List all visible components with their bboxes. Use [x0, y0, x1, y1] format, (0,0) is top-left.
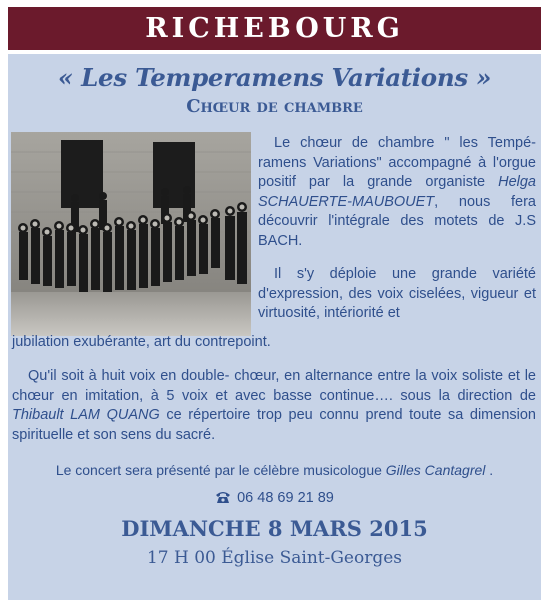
presenter-name: Gilles Cantagrel [385, 462, 486, 478]
event-title: « Les Temperamens Variations » [57, 63, 492, 92]
phone-number: 06 48 69 21 89 [237, 490, 334, 506]
banner-title: RICHEBOURG [145, 13, 404, 44]
paragraph-intro: Le chœur de chambre " les Tempé-ramens Variations" accompagné à l'orgue positif par la grande organiste Helga SCHAUERTE-MAUBOUET, nous fera découvrir l'intégrale des motets de J.S BACH. [258, 135, 536, 249]
organist-name: Helga SCHAUERTE-MAUBOUET [258, 174, 536, 210]
conductor-name: Thibault LAM QUANG [12, 407, 160, 423]
event-subtitle: Chœur de chambre [186, 96, 363, 117]
header-banner [8, 7, 541, 50]
event-time-place: 17 H 00 Église Saint-Georges [146, 548, 403, 568]
paragraph-style: Il s'y déploie une grande variété d'expression, des voix ciselées, vigueur et virtuosité, intériorité et [258, 266, 536, 321]
paragraph-repertoire: Qu'il soit à huit voix en double- chœur, en alternance entre la voix soliste et le chœur en imitation, à 5 voix et avec basse continue…. sous la direction de Thibault LAM QUANG ce répertoire trop peu connu prend toute sa dimension spirituelle et son sens du sacré. [12, 368, 536, 443]
paragraph-style-end: jubilation exubérante, art du contrepoint. [12, 334, 271, 350]
event-panel [8, 54, 541, 600]
choir-photo [11, 132, 251, 336]
phone-icon [215, 490, 231, 508]
event-date: DIMANCHE 8 MARS 2015 [121, 516, 428, 541]
contact-line [8, 490, 541, 508]
presenter-note: Le concert sera présenté par le célèbre musicologue Gilles Cantagrel . [55, 462, 494, 478]
